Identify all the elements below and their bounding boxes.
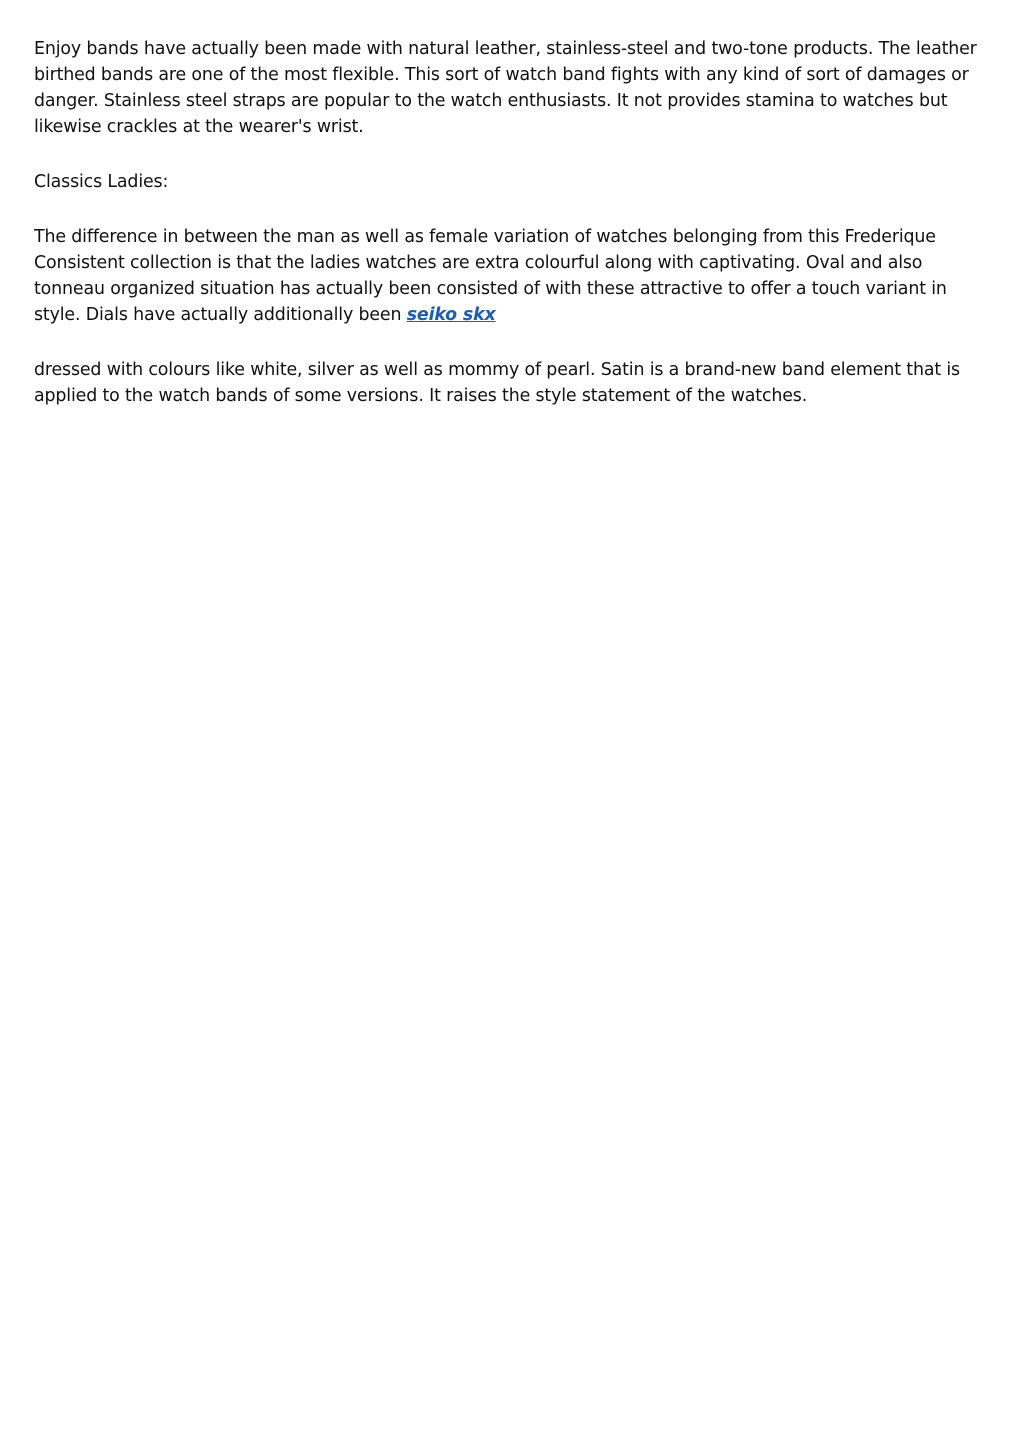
paragraph-watch-bands: Enjoy bands have actually been made with natural leather, stainless-steel and two-tone products. The leather birthed bands are one of the most flexible. This sort of watch band fights with any kind of sort of damages or danger. Stainless steel straps are popular to the watch enthusiasts. It not provides stamina to watches but likewise crackles at the wearer's wrist.: [34, 39, 977, 137]
seiko-skx-link[interactable]: seiko skx: [406, 305, 496, 325]
paragraph-classics-ladies: Classics Ladies:: [34, 172, 169, 192]
document-body: [34, 36, 994, 438]
paragraph-difference-text: The difference in between the man as well as female variation of watches belonging from this Frederique Consistent collection is that the ladies watches are extra colourful along with captivating. Oval and also tonneau organized situation has actually been consisted of with these attractive to offer a touch variant in style. Dials have actually additionally been: [34, 227, 947, 325]
paragraph-difference: [34, 224, 994, 328]
paragraph-dressed-colours: dressed with colours like white, silver as well as mommy of pearl. Satin is a brand-new band element that is applied to the watch bands of some versions. It raises the style statement of the watches.: [34, 360, 960, 406]
